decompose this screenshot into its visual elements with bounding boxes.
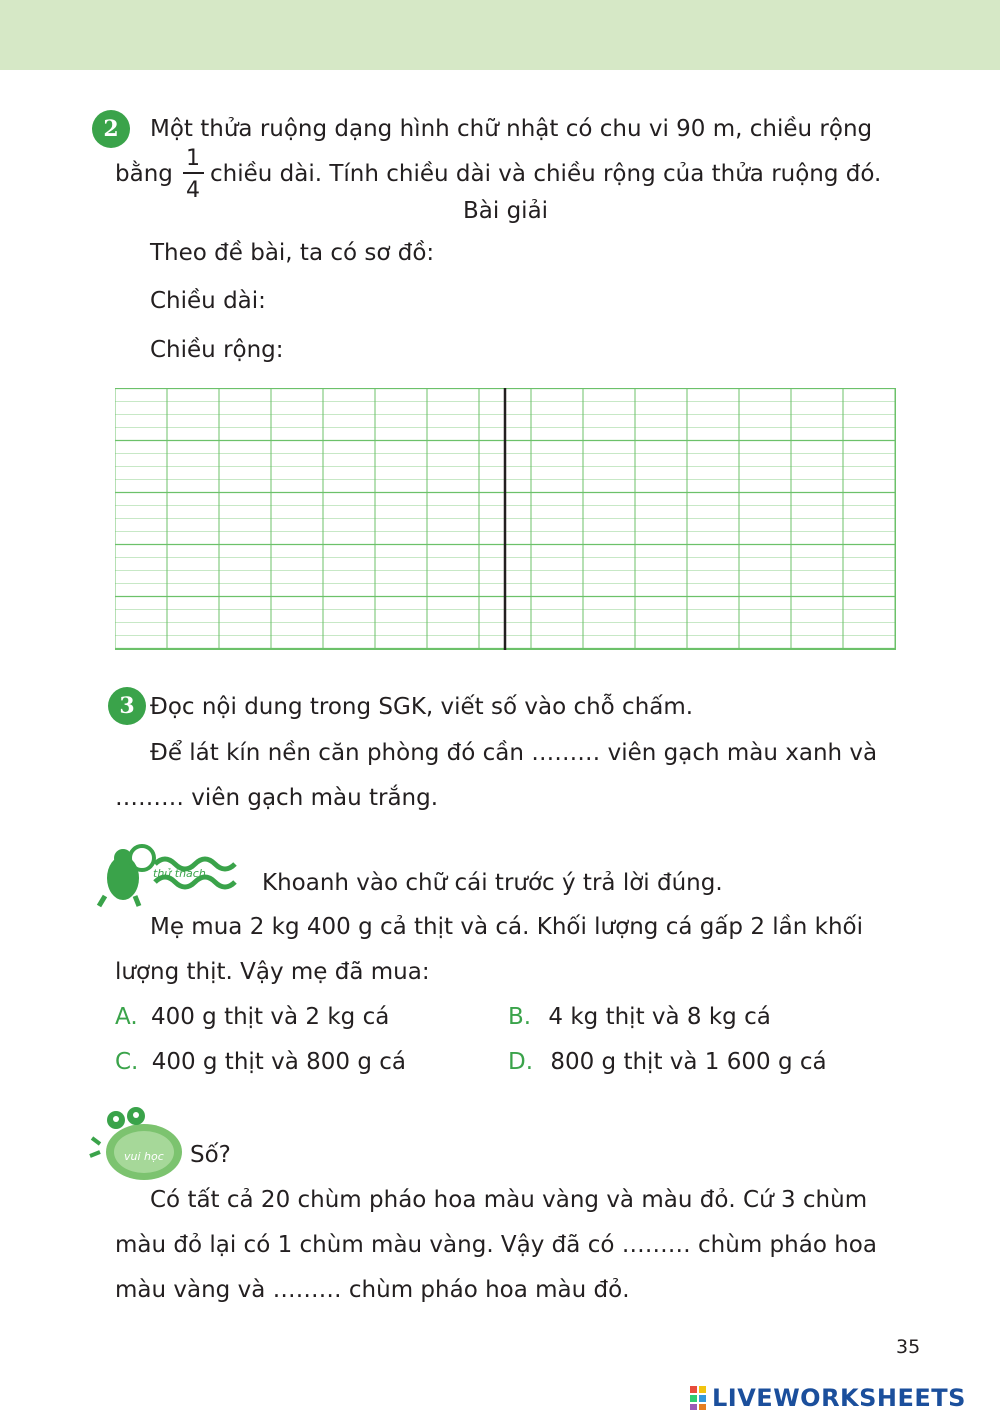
solution-title: Bài giải	[463, 198, 549, 224]
fun-learning-label: vui học	[124, 1150, 164, 1163]
challenge-line1: Mẹ mua 2 kg 400 g cả thịt và cá. Khối lượng cá gấp 2 lần khối	[150, 914, 864, 940]
option-b[interactable]	[508, 1006, 771, 1029]
option-b-letter[interactable]: B.	[508, 1004, 532, 1030]
fun-instruction: Số?	[190, 1142, 231, 1168]
exercise-2-badge: 2	[92, 110, 130, 148]
option-b-text: 4 kg thịt và 8 kg cá	[548, 1004, 771, 1030]
exercise-3-instruction: Đọc nội dung trong SGK, viết số vào chỗ chấm.	[150, 694, 694, 720]
option-c[interactable]	[115, 1051, 406, 1074]
fun-line3[interactable]: màu vàng và ……… chùm pháo hoa màu đỏ.	[115, 1277, 630, 1303]
exercise-3-badge: 3	[108, 687, 146, 725]
option-d-letter[interactable]: D.	[508, 1049, 534, 1075]
exercise-2-line1: Một thửa ruộng dạng hình chữ nhật có chu vi 90 m, chiều rộng	[150, 116, 873, 142]
answer-writing-grid[interactable]	[115, 388, 896, 650]
option-d-text: 800 g thịt và 1 600 g cá	[550, 1049, 827, 1075]
challenge-line2: lượng thịt. Vậy mẹ đã mua:	[115, 959, 430, 985]
liveworksheets-brand[interactable]: LIVEWORKSHEETS	[712, 1384, 966, 1412]
fraction-denominator: 4	[186, 178, 200, 203]
exercise-2-line2-end: chiều dài. Tính chiều dài và chiều rộng của thửa ruộng đó.	[210, 161, 882, 187]
option-a-letter[interactable]: A.	[115, 1004, 138, 1030]
exercise-2-line2-start: bằng	[115, 161, 173, 187]
diagram-intro: Theo đề bài, ta có sơ đồ:	[150, 240, 435, 266]
label-length[interactable]: Chiều dài:	[150, 288, 266, 314]
header-band	[0, 0, 1000, 70]
option-d[interactable]	[508, 1051, 827, 1074]
option-a[interactable]	[115, 1006, 389, 1029]
option-c-text: 400 g thịt và 800 g cá	[151, 1049, 407, 1075]
exercise-3-line2[interactable]: ……… viên gạch màu trắng.	[115, 785, 439, 811]
fraction-bar	[183, 172, 204, 174]
fun-line2[interactable]: màu đỏ lại có 1 chùm màu vàng. Vậy đã có ……… chùm pháo hoa	[115, 1232, 877, 1258]
challenge-mascot-icon	[95, 836, 245, 908]
option-a-text: 400 g thịt và 2 kg cá	[150, 1004, 390, 1030]
fun-line1: Có tất cả 20 chùm pháo hoa màu vàng và màu đỏ. Cứ 3 chùm	[150, 1187, 868, 1213]
challenge-instruction: Khoanh vào chữ cái trước ý trả lời đúng.	[262, 870, 723, 896]
option-c-letter[interactable]: C.	[115, 1049, 139, 1075]
label-width[interactable]: Chiều rộng:	[150, 337, 284, 363]
challenge-label: thử thách	[153, 867, 206, 880]
fraction-numerator: 1	[186, 146, 200, 171]
page-number: 35	[896, 1336, 921, 1358]
fun-learning-frog-icon	[86, 1104, 186, 1184]
exercise-3-line1[interactable]: Để lát kín nền căn phòng đó cần ……… viên gạch màu xanh và	[150, 740, 878, 766]
